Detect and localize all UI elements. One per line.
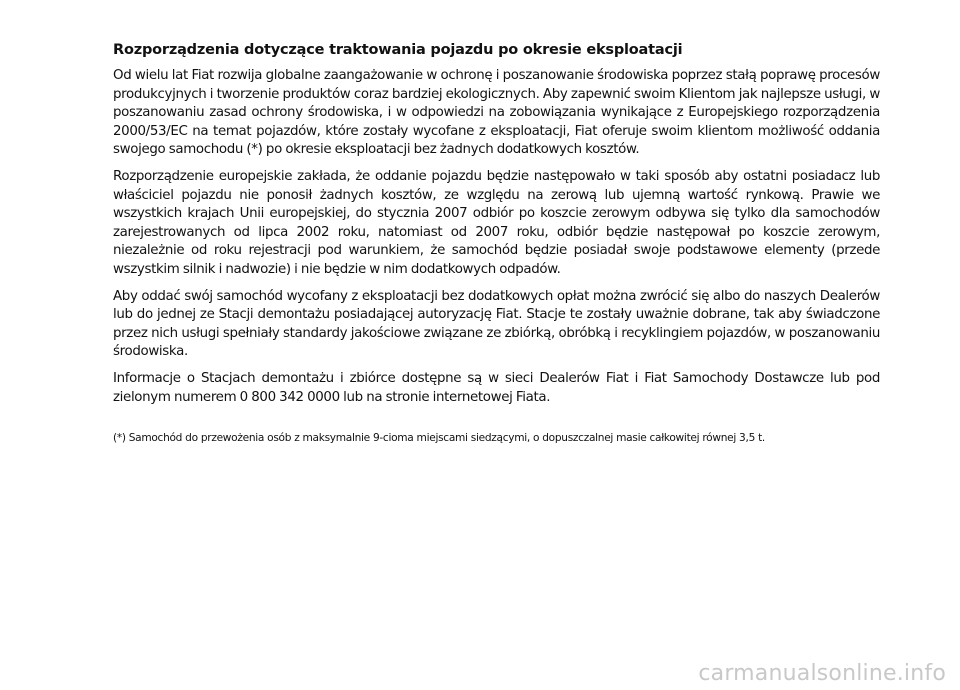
footnote: (*) Samochód do przewożenia osób z maksymalnie 9-cioma miejscami siedzącymi, o dopuszczalnej masie całkowitej równej 3,5 t. [113,432,765,445]
paragraph-regulation: Rozporządzenie europejskie zakłada, że oddanie pojazdu będzie następowało w taki sposób aby ostatni posiadacz lub właściciel pojazdu nie ponosił żadnych kosztów, ze względu na zerową lub ujemną wartość rynkową. Prawie we wszystkich krajach Unii europejskiej, do stycznia 2007 odbiór po koszcie zerowym odbywa się tylko dla samochodów zarejestrowanych od lipca 2002 roku, natomiast od 2007 roku, odbiór będzie następował po koszcie zerowym, niezależnie od roku rejestracji pod warunkiem, że samochód będzie posiadał swoje podstawowe elementy (przede wszystkim silnik i nadwozie) i nie będzie w nim dodatkowych odpadów. [113,168,880,277]
watermark: carmanualsonline.info [698,661,946,686]
page-title: Rozporządzenia dotyczące traktowania pojazdu po okresie eksploatacji [113,42,683,58]
paragraph-dealers: Aby oddać swój samochód wycofany z eksploatacji bez dodatkowych opłat można zwrócić się albo do naszych Dealerów lub do jednej ze Stacji demontażu posiadającej autoryzację Fiat. Stacje te zostały uważnie dobrane, tak aby świadczone przez nich usługi spełniały standardy jakościowe związane ze zbiórką, obróbką i recyklingiem pojazdów, w poszanowaniu środowiska. [113,288,880,360]
document-page [113,40,880,446]
paragraph-intro: Od wielu lat Fiat rozwija globalne zaangażowanie w ochronę i poszanowanie środowiska poprzez stałą poprawę procesów produkcyjnych i tworzenie produktów coraz bardziej ekologicznych. Aby zapewnić swoim Klientom jak najlepsze usługi, w poszanowaniu zasad ochrony środowiska, i w odpowiedzi na zobowiązania wynikające z Europejskiego rozporządzenia 2000/53/EC na temat pojazdów, które zostały wycofane z eksploatacji, Fiat oferuje swoim klientom możliwość oddania swojego samochodu (*) po okresie eksploatacji bez żadnych dodatkowych kosztów. [113,68,880,158]
paragraph-info: Informacje o Stacjach demontażu i zbiórce dostępne są w sieci Dealerów Fiat i Fiat Samochody Dostawcze lub pod zielonym numerem 0 800 342 0000 lub na stronie internetowej Fiata. [113,370,880,405]
